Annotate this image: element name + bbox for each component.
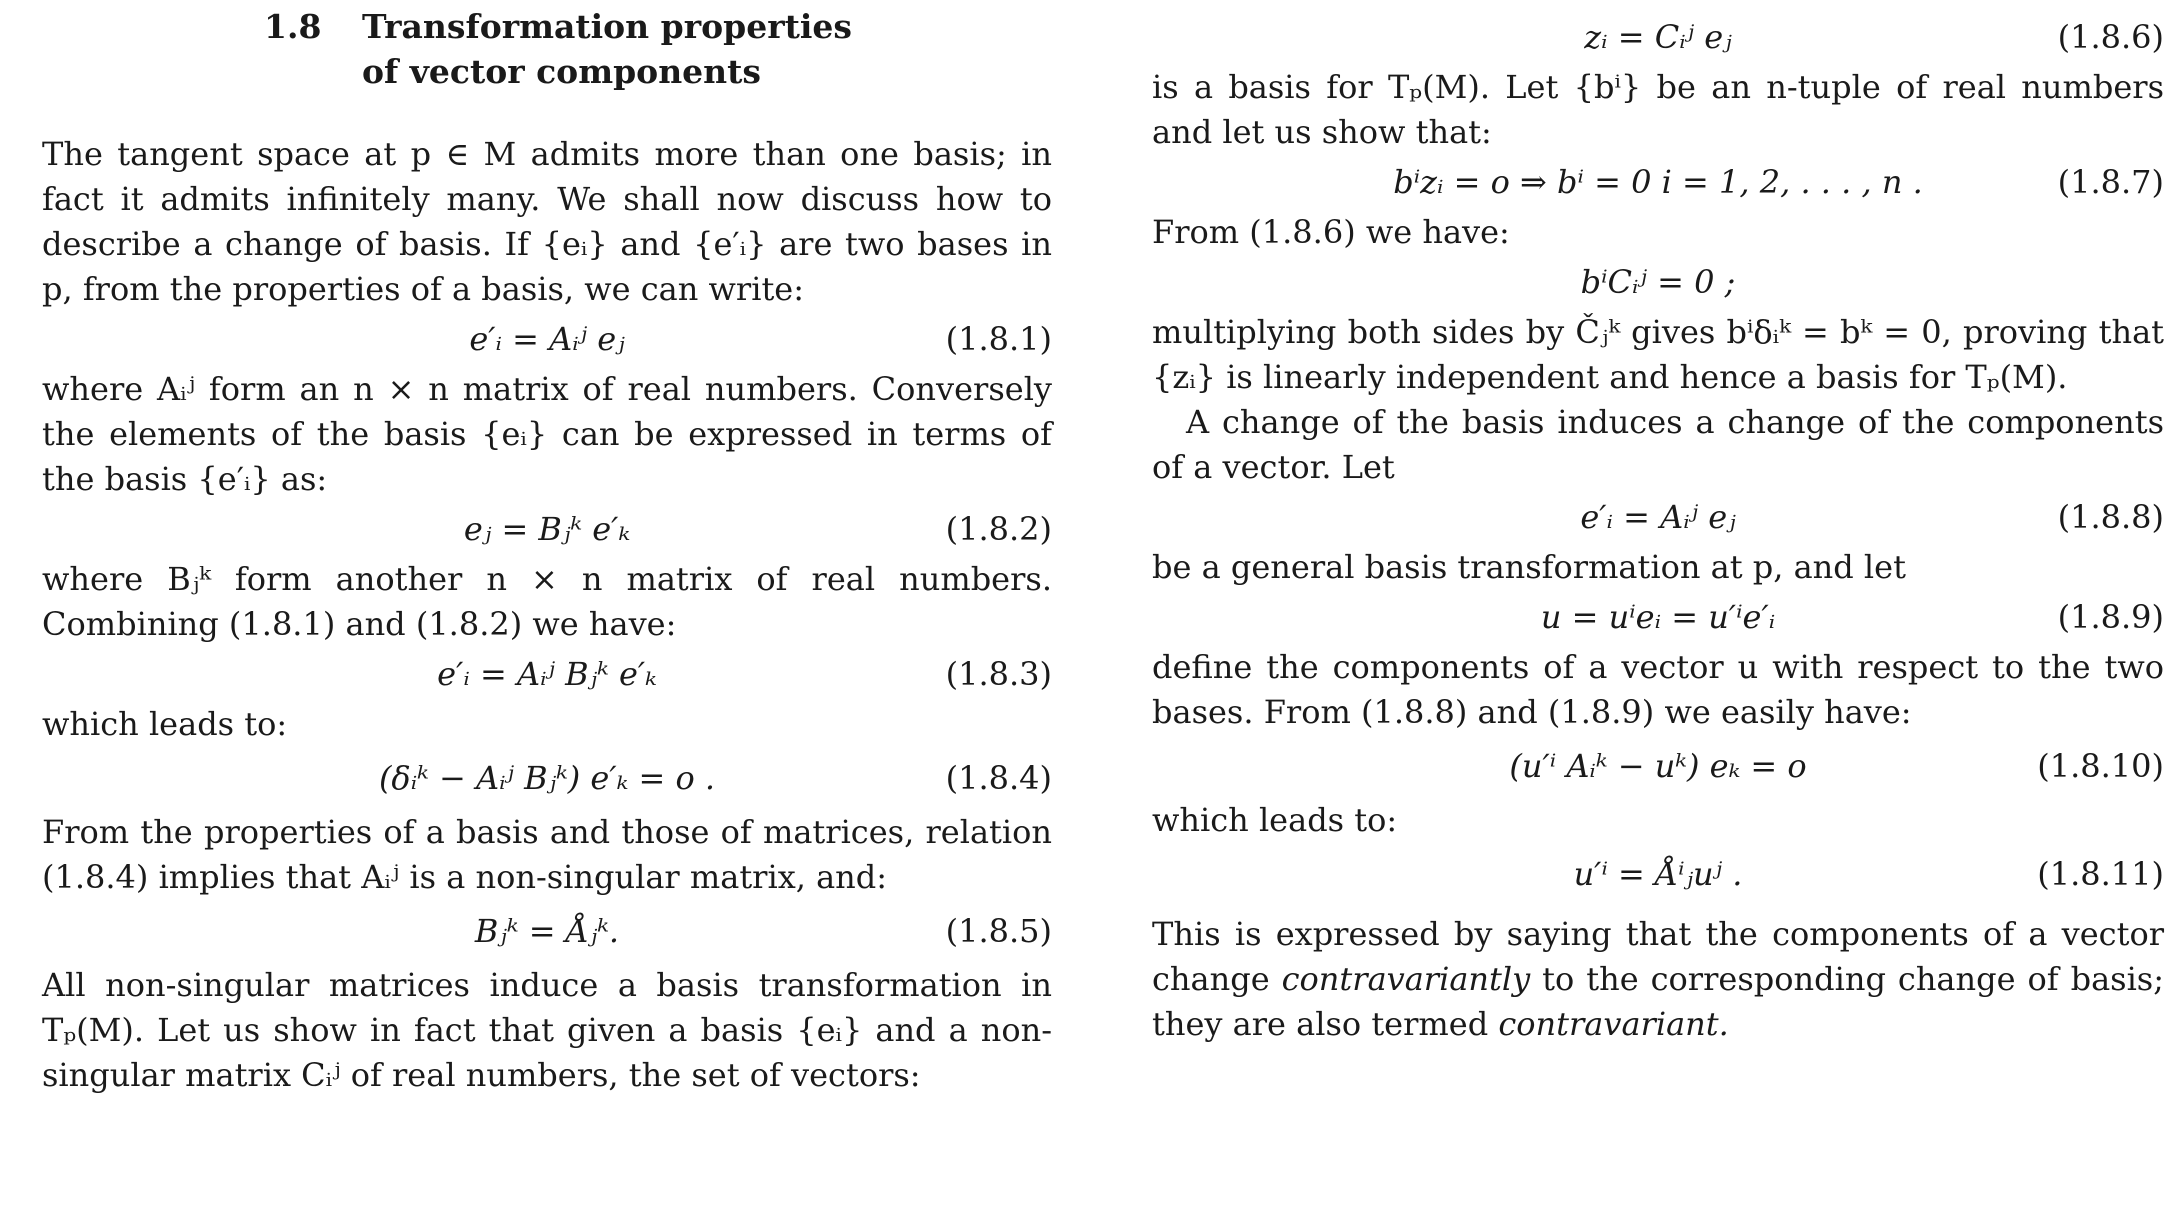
equation-1-8-1 xyxy=(42,312,1052,367)
paragraph xyxy=(1152,912,2164,1047)
equation-1-8-4 xyxy=(42,747,1052,810)
paragraph: is a basis for Tₚ(M). Let {bⁱ} be an n-tuple of real numbers and let us show that: xyxy=(1152,68,2164,151)
paragraph: All non-singular matrices induce a basis transformation in Tₚ(M). Let us show in fact that given a basis {eᵢ} and a non-singular matrix Cᵢʲ of real numbers, the set of vectors: xyxy=(42,966,1052,1094)
equation-1-8-10 xyxy=(1152,735,2164,798)
text-run: to the corresponding change of basis; they are also termed xyxy=(1152,960,2165,1043)
equation-expression: u = uⁱeᵢ = u′ⁱe′ᵢ xyxy=(1540,598,1776,636)
equation-expression: e′ᵢ = Aᵢʲ eⱼ xyxy=(1580,498,1736,536)
equation-expression: e′ᵢ = Aᵢʲ Bⱼᵏ e′ₖ xyxy=(437,655,657,693)
equation-number: (1.8.1) xyxy=(945,320,1052,358)
equation-unnumbered xyxy=(1152,255,2164,310)
paragraph: multiplying both sides by Čⱼᵏ gives bⁱδᵢᵏ = bᵏ = 0, proving that {zᵢ} is linearly independent and hence a basis for Tₚ(M). xyxy=(1152,313,2164,396)
equation-expression: bⁱCᵢʲ = 0 ; xyxy=(1580,263,1736,301)
equation-number: (1.8.10) xyxy=(2037,747,2164,785)
equation-expression: u′ⁱ = Åⁱⱼuʲ . xyxy=(1573,855,1743,893)
section-number: 1.8 xyxy=(264,7,322,46)
equation-number: (1.8.11) xyxy=(2037,855,2164,893)
paragraph: be a general basis transformation at p, and let xyxy=(1152,548,1906,586)
equation-number: (1.8.3) xyxy=(945,655,1052,693)
equation-number: (1.8.6) xyxy=(2057,18,2164,56)
equation-1-8-2 xyxy=(42,502,1052,557)
paragraph: define the components of a vector u with respect to the two bases. From (1.8.8) and (1.8.9) we easily have: xyxy=(1152,648,2164,731)
equation-number: (1.8.9) xyxy=(2057,598,2164,636)
emphasis-term: contravariant. xyxy=(1498,1005,1729,1043)
equation-1-8-11 xyxy=(1152,843,2164,906)
paragraph: From (1.8.6) we have: xyxy=(1152,213,1510,251)
equation-1-8-3 xyxy=(42,647,1052,702)
section-heading xyxy=(42,4,1052,94)
equation-1-8-7 xyxy=(1152,155,2164,210)
paragraph: which leads to: xyxy=(1152,801,1398,839)
paragraph: where Bⱼᵏ form another n × n matrix of real numbers. Combining (1.8.1) and (1.8.2) we have: xyxy=(42,560,1052,643)
equation-expression: eⱼ = Bⱼᵏ e′ₖ xyxy=(463,510,631,548)
paragraph: which leads to: xyxy=(42,705,288,743)
equation-number: (1.8.7) xyxy=(2057,163,2164,201)
left-column xyxy=(42,0,1052,1223)
paragraph: The tangent space at p ∈ M admits more than one basis; in fact it admits infinitely many. We shall now discuss how to describe a change of basis. If {eᵢ} and {e′ᵢ} are two bases in p, from the properties of a basis, we can write: xyxy=(42,135,1052,308)
equation-1-8-9 xyxy=(1152,590,2164,645)
equation-number: (1.8.8) xyxy=(2057,498,2164,536)
equation-1-8-5 xyxy=(42,900,1052,963)
section-title-line1: Transformation properties xyxy=(362,7,852,46)
text-run: This is expressed by saying that the components of a vector change xyxy=(1152,915,2164,998)
emphasis-term: contravariantly xyxy=(1281,960,1531,998)
equation-expression: Bⱼᵏ = Åⱼᵏ. xyxy=(474,912,620,950)
paragraph: From the properties of a basis and those of matrices, relation (1.8.4) implies that Aᵢʲ is a non-singular matrix, and: xyxy=(42,813,1052,896)
paragraph: A change of the basis induces a change of the components of a vector. Let xyxy=(1152,403,2164,486)
equation-expression: (u′ⁱ Aᵢᵏ − uᵏ) eₖ = o xyxy=(1509,747,1807,785)
right-column xyxy=(1152,0,2164,1223)
equation-expression: e′ᵢ = Aᵢʲ eⱼ xyxy=(469,320,625,358)
equation-expression: bⁱzᵢ = o ⇒ bⁱ = 0 i = 1, 2, . . . , n . xyxy=(1393,163,1923,201)
equation-expression: zᵢ = Cᵢʲ eⱼ xyxy=(1584,18,1732,56)
equation-1-8-8 xyxy=(1152,490,2164,545)
equation-number: (1.8.4) xyxy=(945,759,1052,797)
equation-1-8-6 xyxy=(1152,10,2164,65)
equation-number: (1.8.5) xyxy=(945,912,1052,950)
equation-number: (1.8.2) xyxy=(945,510,1052,548)
section-title-line2: of vector components xyxy=(362,52,761,91)
equation-expression: (δᵢᵏ − Aᵢʲ Bⱼᵏ) e′ₖ = o . xyxy=(378,759,716,797)
paragraph: where Aᵢʲ form an n × n matrix of real numbers. Conversely the elements of the basis {eᵢ} can be expressed in terms of the basis {e′ᵢ} as: xyxy=(42,370,1052,498)
